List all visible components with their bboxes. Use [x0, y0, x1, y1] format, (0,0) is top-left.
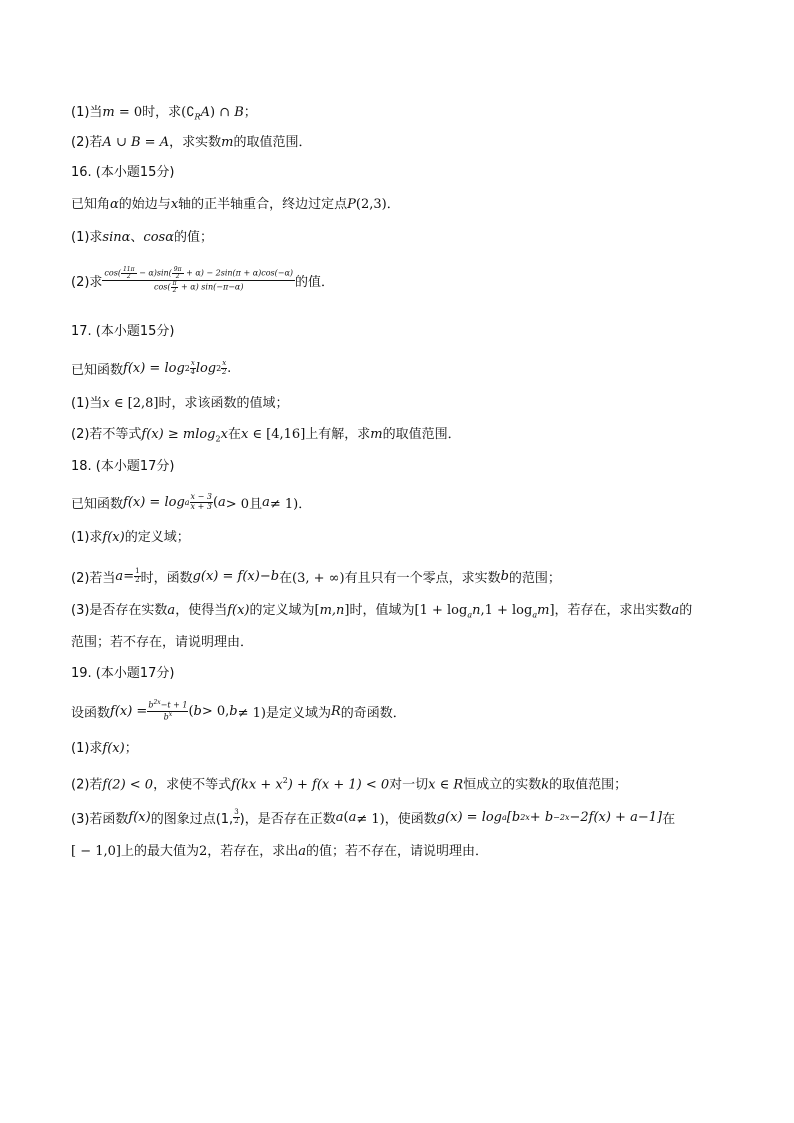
q15-part1: [71, 103, 257, 128]
text: ∈: [435, 777, 454, 793]
var-a: a: [335, 809, 344, 825]
numerator: x − 3: [190, 492, 212, 502]
q19-stem: [71, 695, 406, 727]
var-m: m: [221, 135, 234, 150]
expr: f(kx + x: [231, 777, 283, 793]
log-base: a: [532, 610, 538, 620]
denominator: [147, 712, 188, 722]
q18-stem: [71, 487, 311, 517]
q18-header: 18. (本小题17分): [71, 459, 175, 474]
text: = 0时，求(: [114, 105, 187, 120]
q19-header: 19. (本小题17分): [71, 666, 175, 681]
text: (: [343, 809, 349, 825]
inner-numerator: 9π: [173, 265, 182, 273]
var-m: m: [370, 427, 383, 442]
expr: f(x) = log: [123, 494, 185, 510]
var-b: b: [193, 703, 202, 719]
q18-part2: [71, 562, 561, 590]
text: 已知函数: [71, 362, 124, 378]
var-m: m: [537, 603, 550, 618]
text: cos(: [104, 268, 121, 277]
text: (2)求: [71, 274, 103, 290]
text: 已知角: [71, 197, 111, 212]
denominator: 2: [234, 816, 239, 825]
text: ，使得当: [175, 603, 228, 618]
var-mn: m,n: [319, 603, 345, 618]
var-b: b: [229, 703, 238, 719]
expr: f(2) < 0: [102, 777, 154, 793]
small-fraction: [147, 700, 188, 721]
exponent: 2: [282, 776, 288, 785]
expr: f(x): [128, 809, 151, 825]
text: (: [212, 494, 219, 510]
union-symbol: ∪: [111, 135, 131, 150]
text: ≠ 1)．: [269, 496, 312, 512]
q18-part3: [71, 601, 692, 626]
log-base: 2: [216, 363, 222, 373]
text: 的范围；: [508, 570, 561, 586]
text: + α) sin(−π−α): [178, 282, 244, 291]
text: − α)sin(: [136, 268, 172, 277]
var-A: A: [200, 105, 210, 120]
fraction-numerator: [102, 267, 295, 281]
var-alpha: α: [110, 197, 119, 212]
expr: g(x) = f(x)−b: [192, 568, 280, 584]
q17-part2: [71, 425, 461, 450]
text: ≠ 1)是定义域为: [237, 705, 331, 721]
log-base: 2: [184, 363, 190, 373]
trig-fraction: [102, 267, 295, 294]
var-a: a: [115, 568, 124, 584]
text: ]时，值域为[1 + log: [344, 603, 468, 618]
var-x: x: [240, 427, 249, 442]
text: 对一切: [389, 777, 429, 793]
text: 的取值范围．: [233, 135, 312, 150]
text: 的取值范围；: [549, 777, 628, 793]
log-base: 2: [215, 434, 221, 444]
text: 已知函数: [71, 496, 124, 512]
text: 设函数: [71, 705, 111, 721]
q16-part1: [71, 228, 213, 248]
q16-part2: [71, 258, 334, 302]
var-a: a: [298, 844, 307, 859]
var-n: n: [472, 603, 481, 618]
inner-numerator: 11π: [122, 265, 135, 273]
inner-denominator: 2: [172, 286, 177, 294]
expr: [b: [506, 809, 521, 825]
text: 的定义域；: [124, 530, 190, 545]
var-a: a: [671, 603, 680, 618]
small-fraction: [190, 493, 213, 511]
var-x: x: [102, 396, 110, 411]
numerator: 1: [135, 567, 140, 576]
var-m: m: [102, 105, 115, 120]
text: 的始边与: [118, 197, 171, 212]
text: 在(3, + ∞)有且只有一个零点，求实数: [279, 570, 501, 586]
expr-sin-alpha: sinα: [102, 230, 131, 245]
text: ]，若存在，求出实数: [549, 603, 672, 618]
text: −t + 1: [160, 701, 188, 711]
q16-header: 16. (本小题15分): [71, 165, 175, 180]
exponent: 2x: [153, 699, 161, 707]
expr: f(x) = log: [123, 360, 185, 376]
q17-stem: [71, 354, 231, 382]
expr: f(x) =: [110, 703, 148, 719]
text: 的奇函数．: [340, 705, 406, 721]
var-A: A: [102, 135, 112, 150]
text: =: [140, 135, 160, 150]
var-a: a: [262, 494, 270, 510]
text: + α) − 2sin(π + α)cos(−α): [183, 268, 293, 277]
text: (1)求: [71, 741, 103, 756]
text: 在: [227, 427, 241, 442]
text: 恒成立的实数: [463, 777, 542, 793]
q16-stem: [71, 195, 400, 215]
denominator: x + 3: [190, 501, 212, 511]
numerator: x: [190, 359, 195, 368]
exponent: −2x: [553, 812, 570, 822]
text: 的定义域为[: [249, 603, 320, 618]
log-base: a: [502, 812, 507, 822]
text: 轴的正半轴重合，终边过定点: [178, 197, 348, 212]
var-a: a: [167, 603, 176, 618]
denominator: 2: [135, 575, 140, 584]
text: 时，函数: [140, 570, 193, 586]
q19-part1: [71, 739, 138, 759]
q19-part3: [71, 803, 675, 831]
inner-fraction: [172, 267, 184, 280]
text: 、: [130, 230, 144, 245]
q17-part1: [71, 394, 288, 414]
text: 在: [662, 811, 676, 827]
var-x: x: [220, 427, 228, 442]
text: b: [163, 712, 169, 722]
var-x: x: [428, 777, 436, 793]
q18-part1: [71, 528, 190, 548]
text: ；: [124, 741, 138, 756]
q19-part3-cont: [71, 842, 488, 862]
q19-part2: [71, 771, 627, 795]
text: ，求使不等式: [153, 777, 232, 793]
text: (2)若: [71, 135, 103, 150]
text: ≠ 1)，使函数: [356, 811, 437, 827]
text: (1)求: [71, 230, 103, 245]
text: 的值；若不存在，请说明理由．: [306, 844, 489, 859]
var-P: P: [347, 197, 356, 212]
expr: g(x) = log: [436, 809, 502, 825]
text: (: [188, 703, 194, 719]
text: ,1 + log: [480, 603, 533, 618]
text: 的值；: [173, 230, 213, 245]
text: b: [148, 701, 154, 711]
text: (3)若函数: [71, 811, 129, 827]
var-k: k: [541, 777, 550, 793]
text: (1)当: [71, 105, 103, 120]
text: (2)若不等式: [71, 427, 142, 442]
text: =: [123, 568, 135, 584]
expr: f(x): [102, 530, 125, 545]
text: 的: [679, 603, 693, 618]
q18-part3-cont: 范围；若不存在，请说明理由．: [71, 635, 254, 650]
text: (1)求: [71, 530, 103, 545]
text: cos(: [153, 282, 171, 291]
var-x: x: [170, 197, 179, 212]
text: (1)当: [71, 396, 103, 411]
text: > 0且: [225, 496, 263, 512]
text: ) ∩: [209, 105, 235, 120]
expr: f(x): [102, 741, 125, 756]
var-B: B: [130, 135, 141, 150]
denominator: 4: [190, 367, 196, 376]
text: > 0,: [201, 703, 230, 719]
q15-part2: [71, 133, 311, 153]
inner-denominator: 2: [126, 272, 131, 280]
text: (2,3)．: [355, 197, 400, 212]
denominator: 2: [221, 367, 227, 376]
log-base: a: [467, 610, 473, 620]
text: (3)是否存在实数: [71, 603, 168, 618]
text: ∈ [4,16]上有解，求: [248, 427, 371, 442]
text: 的值．: [295, 274, 335, 290]
var-R: R: [453, 777, 464, 793]
text: (2)若当: [71, 570, 116, 586]
log-base: a: [184, 497, 190, 507]
q17-header: 17. (本小题15分): [71, 324, 175, 339]
text: ，求实数: [169, 135, 222, 150]
text: 的图象过点(1,: [150, 811, 234, 827]
subscript-R: R: [194, 112, 201, 122]
numerator: 3: [234, 808, 239, 817]
var-A: A: [159, 135, 170, 150]
text: ∈ [2,8]时，求该函数的值域；: [109, 396, 289, 411]
text: ；: [243, 105, 257, 120]
expr-cos-alpha: cosα: [143, 230, 174, 245]
text: 的取值范围．: [382, 427, 461, 442]
expr: f(x) ≥ mlog: [141, 427, 216, 442]
exponent: 2x: [520, 812, 530, 822]
expr: f(x): [227, 603, 250, 618]
var-b: b: [500, 568, 509, 584]
var-a: a: [218, 494, 226, 510]
text: )，是否存在正数: [239, 811, 336, 827]
numerator: x: [222, 359, 227, 368]
text: [ − 1,0]上的最大值为2，若存在，求出: [71, 844, 299, 859]
complement-symbol: ∁: [186, 105, 195, 120]
var-B: B: [234, 105, 244, 120]
fraction-denominator: [102, 281, 295, 294]
var-R: R: [331, 703, 341, 719]
var-a: a: [348, 809, 357, 825]
expr: + b: [529, 809, 554, 825]
text: .: [227, 360, 232, 376]
inner-fraction: [121, 267, 137, 280]
expr: −2f(x) + a−1]: [569, 809, 663, 825]
exponent: x: [168, 710, 173, 718]
inner-denominator: 2: [175, 272, 180, 280]
expr: log: [195, 360, 217, 376]
text: (2)若: [71, 777, 103, 793]
inner-numerator: π: [172, 279, 177, 287]
expr: ) + f(x + 1) < 0: [287, 777, 390, 793]
